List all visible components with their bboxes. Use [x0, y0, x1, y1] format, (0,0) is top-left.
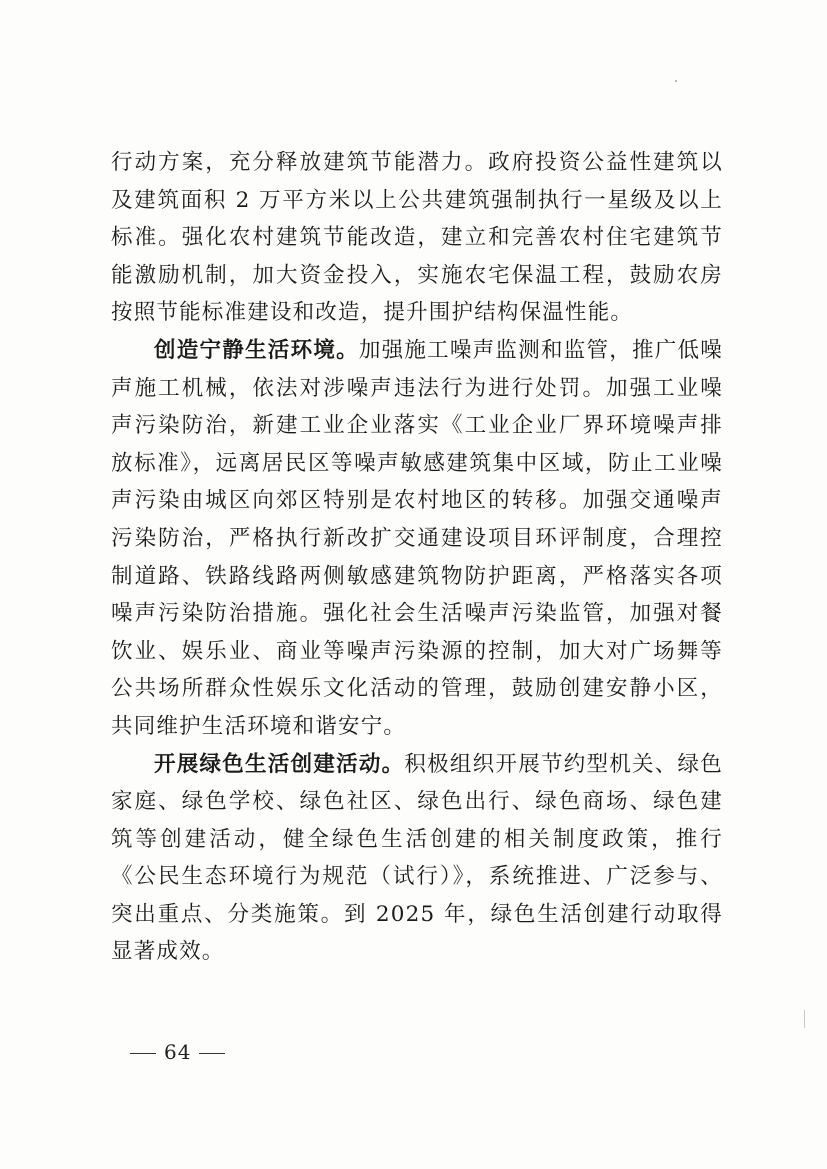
paragraph-text: 积极组织开展节约型机关、绿色家庭、绿色学校、绿色社区、绿色出行、绿色商场、绿色建筑等创建活动，健全绿色生活创建的相关制度政策，推行《公民生态环境行为规范（试行）》，系统推进、广泛参与、突出重点、分类施策。到 2025 年，绿色生活创建行动取得显著成效。 — [111, 751, 723, 965]
paragraph-green-life — [111, 746, 723, 972]
paragraph-heading: 开展绿色生活创建活动。 — [154, 751, 405, 777]
paragraph-building-energy — [111, 144, 723, 332]
page-number — [122, 1040, 233, 1064]
scan-mark — [804, 1010, 805, 1028]
scan-speck — [675, 80, 677, 82]
body-text — [111, 144, 723, 971]
dash-left — [130, 1053, 156, 1054]
paragraph-heading: 创造宁静生活环境。 — [154, 337, 359, 363]
paragraph-text: 加强施工噪声监测和监管，推广低噪声施工机械，依法对涉噪声违法行为进行处罚。加强工业噪声污染防治，新建工业企业落实《工业企业厂界环境噪声排放标准》，远离居民区等噪声敏感建筑集中区域，防止工业噪声污染由城区向郊区特别是农村地区的转移。加强交通噪声污染防治，严格执行新改扩交通建设项目环评制度，合理控制道路、铁路线路两侧敏感建筑物防护距离，严格落实各项噪声污染防治措施。强化社会生活噪声污染监管，加强对餐饮业、娱乐业、商业等噪声污染源的控制，加大对广场舞等公共场所群众性娱乐文化活动的管理，鼓励创建安静小区，共同维护生活环境和谐安宁。 — [111, 337, 723, 739]
paragraph-quiet-environment — [111, 332, 723, 746]
paragraph-text: 行动方案，充分释放建筑节能潜力。政府投资公益性建筑以及建筑面积 2 万平方米以上公共建筑强制执行一星级及以上标准。强化农村建筑节能改造，建立和完善农村住宅建筑节能激励机制，加大资金投入，实施农宅保温工程，鼓励农房按照节能标准建设和改造，提升围护结构保温性能。 — [111, 150, 723, 326]
page-number-value: 64 — [164, 1040, 192, 1064]
dash-right — [199, 1053, 225, 1054]
